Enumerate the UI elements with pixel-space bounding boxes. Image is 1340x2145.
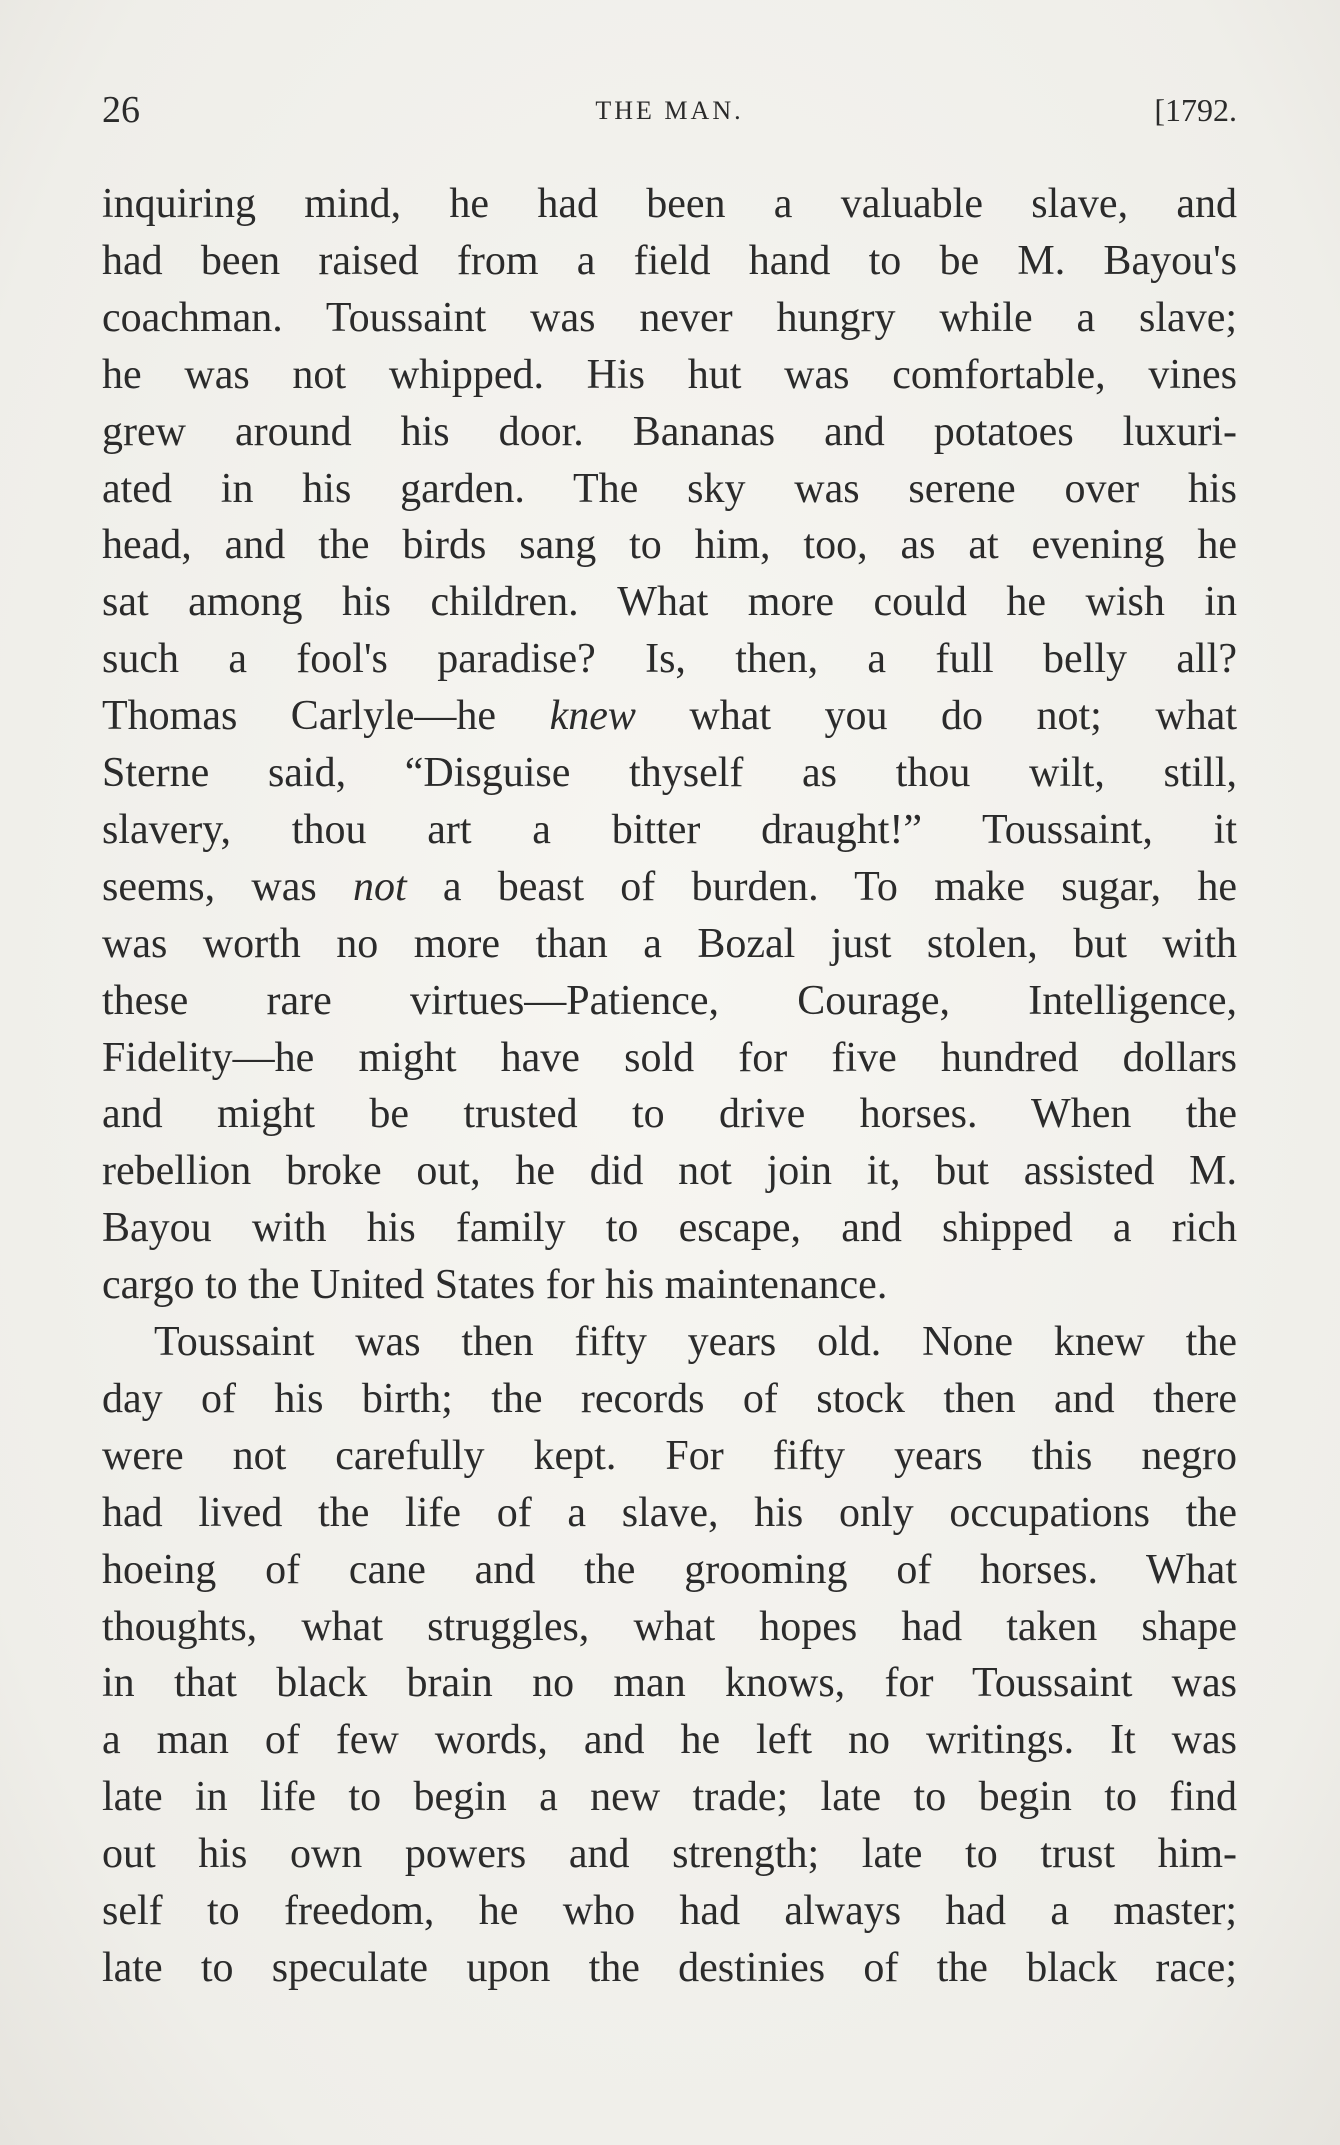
text-segment: Sterne said, “Disguise thyself as thou wilt, still,	[102, 750, 1237, 796]
text-segment: late to speculate upon the destinies of the black race;	[102, 1944, 1237, 1991]
text-line	[102, 1030, 1237, 1087]
text-segment: self to freedom, he who had always had a master;	[102, 1888, 1237, 1934]
text-segment: he was not whipped. His hut was comfortable, vines	[102, 351, 1237, 398]
text-line	[102, 404, 1237, 461]
text-line	[102, 1826, 1237, 1883]
text-segment: out his own powers and strength; late to trust him-	[102, 1831, 1237, 1878]
header-year: [1792.	[1154, 92, 1237, 128]
text-line	[102, 1712, 1237, 1769]
italic-text: not	[352, 863, 407, 910]
text-segment: Fidelity—he might have sold for five hundred dollars	[102, 1034, 1237, 1081]
text-line	[102, 1940, 1237, 1997]
text-line	[102, 1086, 1237, 1143]
text-line	[102, 1314, 1237, 1371]
text-segment: late in life to begin a new trade; late to begin to find	[102, 1774, 1237, 1821]
text-segment: head, and the birds sang to him, too, as at evening he	[102, 522, 1237, 569]
text-line	[102, 1655, 1237, 1712]
page-number: 26	[102, 89, 140, 131]
text-segment: and might be trusted to drive horses. When the	[102, 1091, 1237, 1138]
text-line	[102, 176, 1237, 233]
text-line	[102, 1883, 1237, 1940]
text-line	[102, 916, 1237, 973]
text-segment: sat among his children. What more could he wish in	[102, 579, 1237, 626]
text-segment: hoeing of cane and the grooming of horses. What	[102, 1546, 1237, 1593]
text-segment: Toussaint was then fifty years old. None knew the	[154, 1319, 1237, 1365]
text-segment: a beast of burden. To make sugar, he	[406, 863, 1237, 910]
text-line	[102, 517, 1237, 574]
text-line	[102, 973, 1237, 1030]
text-segment: thoughts, what struggles, what hopes had taken shape	[102, 1603, 1237, 1650]
text-segment: seems, was	[102, 863, 353, 910]
text-segment: had lived the life of a slave, his only occupations the	[102, 1489, 1237, 1536]
text-line	[102, 631, 1237, 688]
text-line	[102, 1371, 1237, 1428]
text-segment: Bayou with his family to escape, and shipped a rich	[102, 1205, 1237, 1252]
text-segment: had been raised from a field hand to be M. Bayou's	[102, 237, 1237, 284]
text-line	[102, 745, 1237, 802]
text-line	[102, 290, 1237, 347]
text-segment: rebellion broke out, he did not join it, but assisted M.	[102, 1148, 1237, 1195]
italic-text: knew	[549, 693, 636, 740]
text-line	[102, 1542, 1237, 1599]
text-line	[102, 461, 1237, 518]
text-line	[102, 1428, 1237, 1485]
text-segment: was worth no more than a Bozal just stolen, but with	[102, 920, 1237, 967]
text-segment: grew around his door. Bananas and potatoes luxuri-	[102, 408, 1237, 455]
text-line	[102, 802, 1237, 859]
text-segment: in that black brain no man knows, for Toussaint was	[102, 1660, 1237, 1707]
text-line	[102, 1257, 1237, 1314]
text-segment: a man of few words, and he left no writings. It was	[102, 1717, 1237, 1764]
running-header	[102, 88, 1237, 134]
text-segment: day of his birth; the records of stock then and there	[102, 1375, 1237, 1422]
text-line	[102, 233, 1237, 290]
text-line	[102, 859, 1237, 916]
text-line	[102, 1200, 1237, 1257]
text-line	[102, 688, 1237, 745]
text-line	[102, 1143, 1237, 1200]
text-line	[102, 347, 1237, 404]
text-line	[102, 1485, 1237, 1542]
text-segment: such a fool's paradise? Is, then, a full belly all?	[102, 636, 1237, 683]
text-line	[102, 574, 1237, 631]
text-segment: what you do not; what	[635, 693, 1237, 740]
text-line	[102, 1599, 1237, 1656]
text-segment: ated in his garden. The sky was serene over his	[102, 465, 1237, 512]
text-segment: Thomas Carlyle—he	[102, 693, 550, 740]
text-line	[102, 1769, 1237, 1826]
text-segment: cargo to the United States for his maintenance.	[102, 1262, 888, 1309]
text-segment: coachman. Toussaint was never hungry while a slave;	[102, 294, 1237, 341]
text-segment: these rare virtues—Patience, Courage, Intelligence,	[102, 977, 1237, 1024]
text-segment: slavery, thou art a bitter draught!” Toussaint, it	[102, 806, 1237, 853]
text-segment: inquiring mind, he had been a valuable slave, and	[102, 181, 1237, 227]
running-title: THE MAN.	[595, 96, 744, 125]
text-segment: were not carefully kept. For fifty years this negro	[102, 1432, 1237, 1479]
